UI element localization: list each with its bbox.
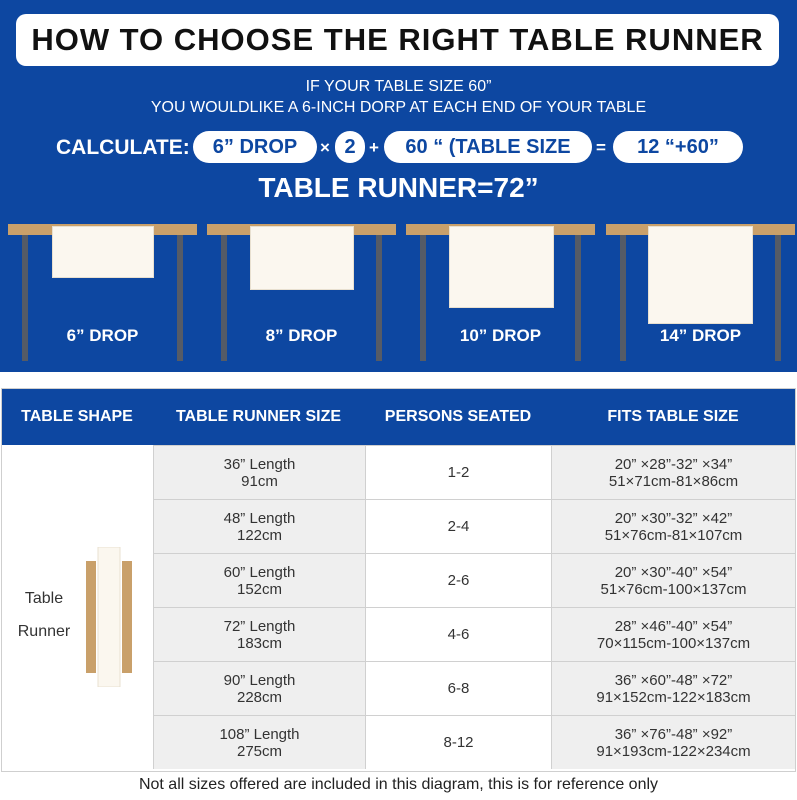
size-inches: 48” Length xyxy=(223,509,296,527)
table-row xyxy=(153,661,795,715)
table-row xyxy=(153,445,795,499)
size-inches: 72” Length xyxy=(223,617,296,635)
fits-cm: 51×76cm-81×107cm xyxy=(604,526,743,544)
sum-pill: 12 “+60” xyxy=(613,131,743,163)
fits-inches: 20” ×28”-32” ×34” xyxy=(614,455,733,473)
size-cm: 91cm xyxy=(241,472,278,490)
subtitle-line-1: IF YOUR TABLE SIZE 60” xyxy=(305,78,492,95)
runner-size-cell xyxy=(153,661,365,715)
size-table xyxy=(1,388,796,772)
fits-cm: 91×152cm-122×183cm xyxy=(596,688,751,706)
fits-inches: 28” ×46”-40” ×54” xyxy=(614,617,733,635)
size-cm: 122cm xyxy=(236,526,283,544)
persons-seated: 6-8 xyxy=(447,680,470,697)
drop-label: 8” DROP xyxy=(265,326,338,345)
fits-cell xyxy=(551,499,795,553)
persons-cell xyxy=(365,661,551,715)
fits-cell xyxy=(551,661,795,715)
fits-inches: 36” ×60”-48” ×72” xyxy=(614,671,733,689)
fits-inches: 20” ×30”-40” ×54” xyxy=(614,563,733,581)
persons-cell xyxy=(365,553,551,607)
size-cm: 275cm xyxy=(236,742,283,760)
table-runner-icon xyxy=(84,547,134,687)
fits-inches: 20” ×30”-32” ×42” xyxy=(614,509,733,527)
runner-size-cell xyxy=(153,553,365,607)
header-persons-seated: PERSONS SEATED xyxy=(384,408,532,425)
table-size-pill: 60 “ (TABLE SIZE xyxy=(384,131,592,163)
size-cm: 152cm xyxy=(236,580,283,598)
persons-seated: 1-2 xyxy=(447,464,470,481)
runner-size-cell xyxy=(153,445,365,499)
header-fits-table-size: FITS TABLE SIZE xyxy=(607,408,739,425)
fits-cm: 70×115cm-100×137cm xyxy=(596,634,751,652)
persons-seated: 4-6 xyxy=(447,626,470,643)
table-shape-cell xyxy=(2,445,152,771)
persons-cell xyxy=(365,499,551,553)
drop-label: 10” DROP xyxy=(459,326,542,345)
fits-cell xyxy=(551,715,795,769)
fits-cm: 51×76cm-100×137cm xyxy=(600,580,747,598)
fits-cell xyxy=(551,553,795,607)
calculate-label: CALCULATE: xyxy=(56,136,190,159)
infographic-banner xyxy=(0,0,797,372)
table-header-row xyxy=(2,389,795,445)
header-table-shape: TABLE SHAPE xyxy=(21,408,133,425)
table-illustration-8in xyxy=(207,224,396,364)
persons-cell xyxy=(365,715,551,769)
persons-seated: 2-6 xyxy=(447,572,470,589)
size-cm: 228cm xyxy=(236,688,283,706)
multiplier-pill: 2 xyxy=(335,131,365,163)
fits-cm: 51×71cm-81×86cm xyxy=(608,472,739,490)
fits-inches: 36” ×76”-48” ×92” xyxy=(614,725,733,743)
header-runner-size: TABLE RUNNER SIZE xyxy=(175,408,342,425)
size-inches: 60” Length xyxy=(223,563,296,581)
runner-size-cell xyxy=(153,715,365,769)
runner-size-cell xyxy=(153,607,365,661)
runner-drop xyxy=(52,226,154,278)
runner-size-cell xyxy=(153,499,365,553)
table-row xyxy=(153,553,795,607)
runner-drop xyxy=(449,226,554,308)
table-row xyxy=(153,499,795,553)
size-inches: 90” Length xyxy=(223,671,296,689)
multiply-operator: × xyxy=(320,138,330,157)
size-inches: 108” Length xyxy=(219,725,300,743)
table-illustration-14in xyxy=(606,224,795,364)
shape-label-line-2: Runner xyxy=(17,623,71,640)
runner-drop xyxy=(250,226,354,290)
equals-operator: = xyxy=(596,138,606,157)
subtitle-line-2: YOU WOULDLIKE A 6-INCH DORP AT EACH END OF YOUR TABLE xyxy=(150,99,647,116)
drop-pill: 6” DROP xyxy=(193,131,317,163)
size-cm: 183cm xyxy=(236,634,283,652)
persons-cell xyxy=(365,607,551,661)
shape-label-line-1: Table xyxy=(24,590,64,607)
persons-cell xyxy=(365,445,551,499)
page-title: HOW TO CHOOSE THE RIGHT TABLE RUNNER xyxy=(16,14,779,66)
fits-cm: 91×193cm-122×234cm xyxy=(596,742,751,760)
drop-label: 6” DROP xyxy=(66,326,139,345)
fits-cell xyxy=(551,607,795,661)
result-text: TABLE RUNNER=72” xyxy=(258,172,539,203)
persons-seated: 2-4 xyxy=(447,518,470,535)
table-illustration-10in xyxy=(406,224,595,364)
size-inches: 36” Length xyxy=(223,455,296,473)
footnote: Not all sizes offered are included in this diagram, this is for reference only xyxy=(138,776,659,793)
plus-operator: + xyxy=(369,138,379,157)
runner-drop xyxy=(648,226,753,324)
table-row xyxy=(153,607,795,661)
table-illustration-6in xyxy=(8,224,197,364)
persons-seated: 8-12 xyxy=(443,734,474,751)
fits-cell xyxy=(551,445,795,499)
table-row xyxy=(153,715,795,769)
drop-label: 14” DROP xyxy=(659,326,742,345)
